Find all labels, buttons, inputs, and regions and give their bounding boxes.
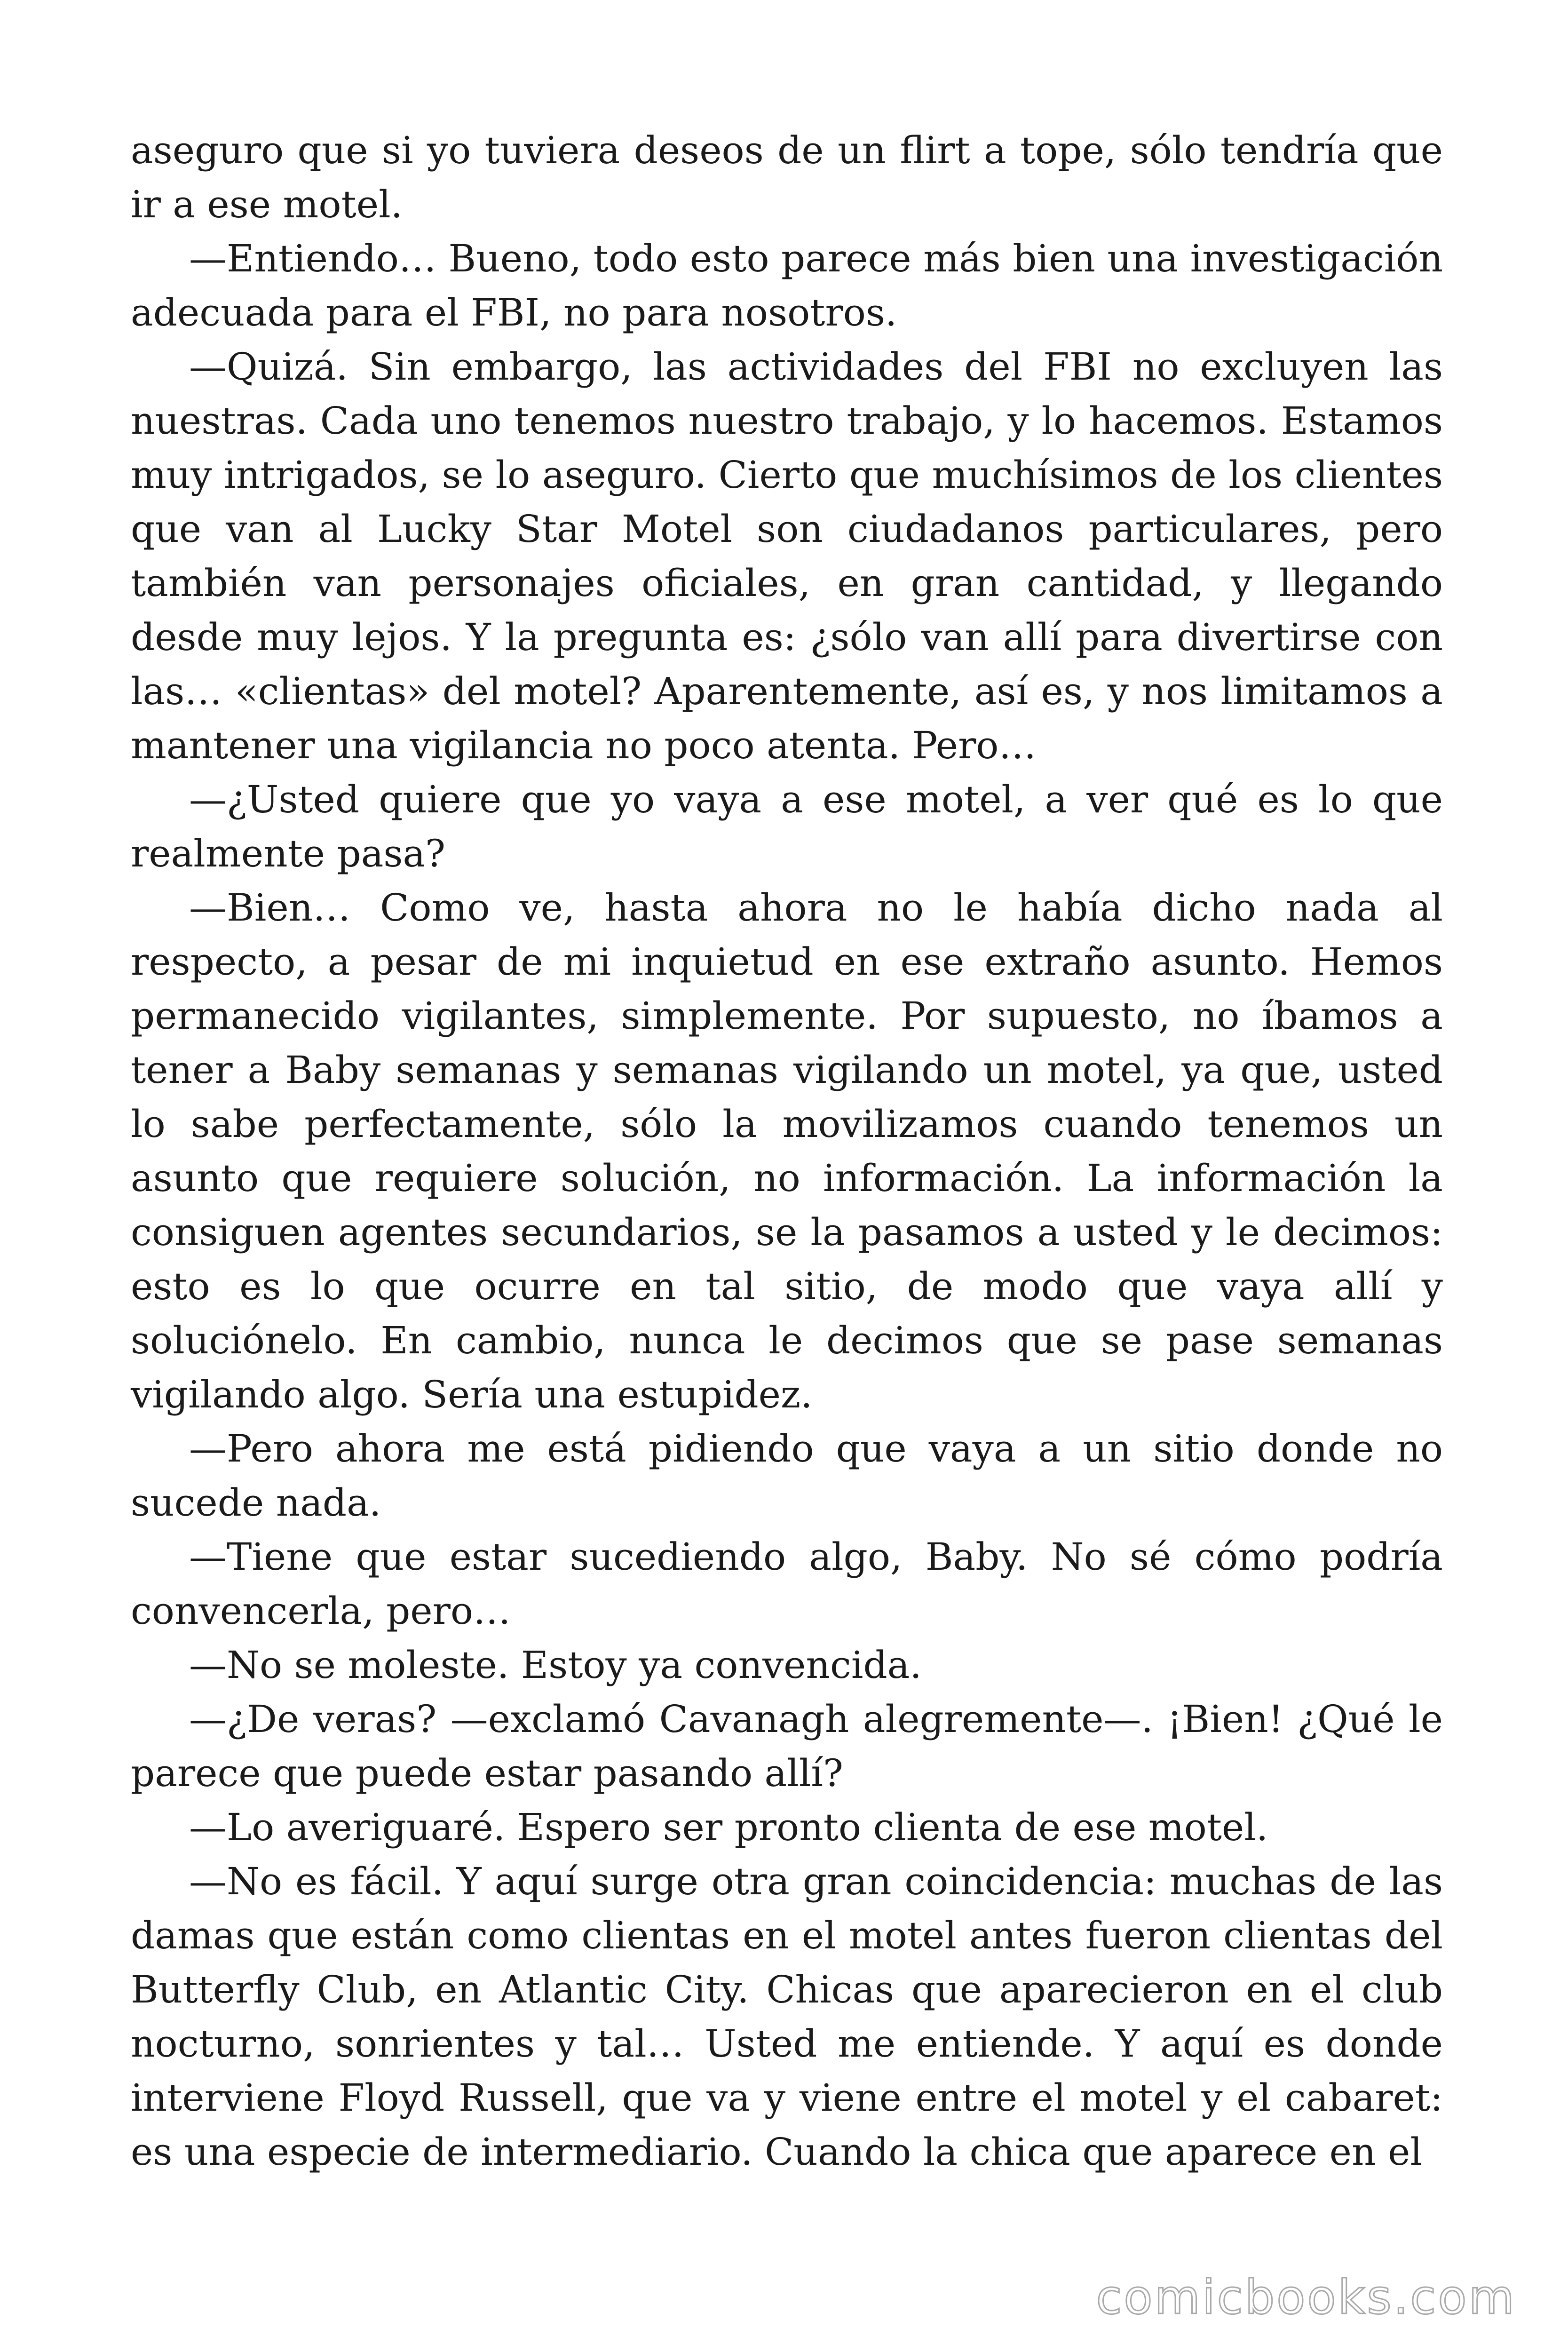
paragraph-10: —Lo averiguaré. Espero ser pronto clienta de ese motel. bbox=[189, 1805, 1268, 1849]
watermark-logo: comicbooks.com bbox=[1096, 2270, 1516, 2325]
paragraph-8: —No se moleste. Estoy ya convencida. bbox=[189, 1643, 922, 1687]
paragraph-6: —Pero ahora me está pidiendo que vaya a un sitio donde no sucede nada. bbox=[131, 1427, 1443, 1525]
paragraph-7: —Tiene que estar sucediendo algo, Baby. No sé cómo podría convencerla, pero… bbox=[131, 1535, 1443, 1633]
paragraph-9: —¿De veras? —exclamó Cavanagh alegremente—. ¡Bien! ¿Qué le parece que puede estar pasando allí? bbox=[131, 1697, 1443, 1795]
paragraph-2: —Entiendo… Bueno, todo esto parece más bien una investigación adecuada para el FBI, no para nosotros. bbox=[131, 237, 1443, 334]
paragraph-5: —Bien… Como ve, hasta ahora no le había dicho nada al respecto, a pesar de mi inquietud en ese extraño asunto. Hemos permanecido vigilantes, simplemente. Por supuesto, no íbamos a tener a Baby semanas y semanas vigilando un motel, ya que, usted lo sabe perfectamente, sólo la movilizamos cuando tenemos un asunto que requiere solución, no información. La información la consiguen agentes secundarios, se la pasamos a usted y le decimos: esto es lo que ocurre en tal sitio, de modo que vaya allí y soluciónelo. En cambio, nunca le decimos que se pase semanas vigilando algo. Sería una estupidez. bbox=[131, 886, 1443, 1416]
paragraph-1: aseguro que si yo tuviera deseos de un flirt a tope, sólo tendría que ir a ese motel. bbox=[131, 128, 1443, 226]
paragraph-4: —¿Usted quiere que yo vaya a ese motel, a ver qué es lo que realmente pasa? bbox=[131, 778, 1443, 875]
paragraph-11: —No es fácil. Y aquí surge otra gran coincidencia: muchas de las damas que están como clientas en el motel antes fueron clientas del Butterfly Club, en Atlantic City. Chicas que aparecieron en el club nocturno, sonrientes y tal… Usted me entiende. Y aquí es donde interviene Floyd Russell, que va y viene entre el motel y el cabaret: es una especie de intermediario. Cuando la chica que aparece en el bbox=[131, 1859, 1443, 2174]
body-text bbox=[131, 123, 1443, 2179]
paragraph-3: —Quizá. Sin embargo, las actividades del FBI no excluyen las nuestras. Cada uno tenemos nuestro trabajo, y lo hacemos. Estamos muy intrigados, se lo aseguro. Cierto que muchísimos de los clientes que van al Lucky Star Motel son ciudadanos particulares, pero también van personajes oficiales, en gran cantidad, y llegando desde muy lejos. Y la pregunta es: ¿sólo van allí para divertirse con las… «clientas» del motel? Aparentemente, así es, y nos limitamos a mantener una vigilancia no poco atenta. Pero… bbox=[131, 345, 1443, 767]
